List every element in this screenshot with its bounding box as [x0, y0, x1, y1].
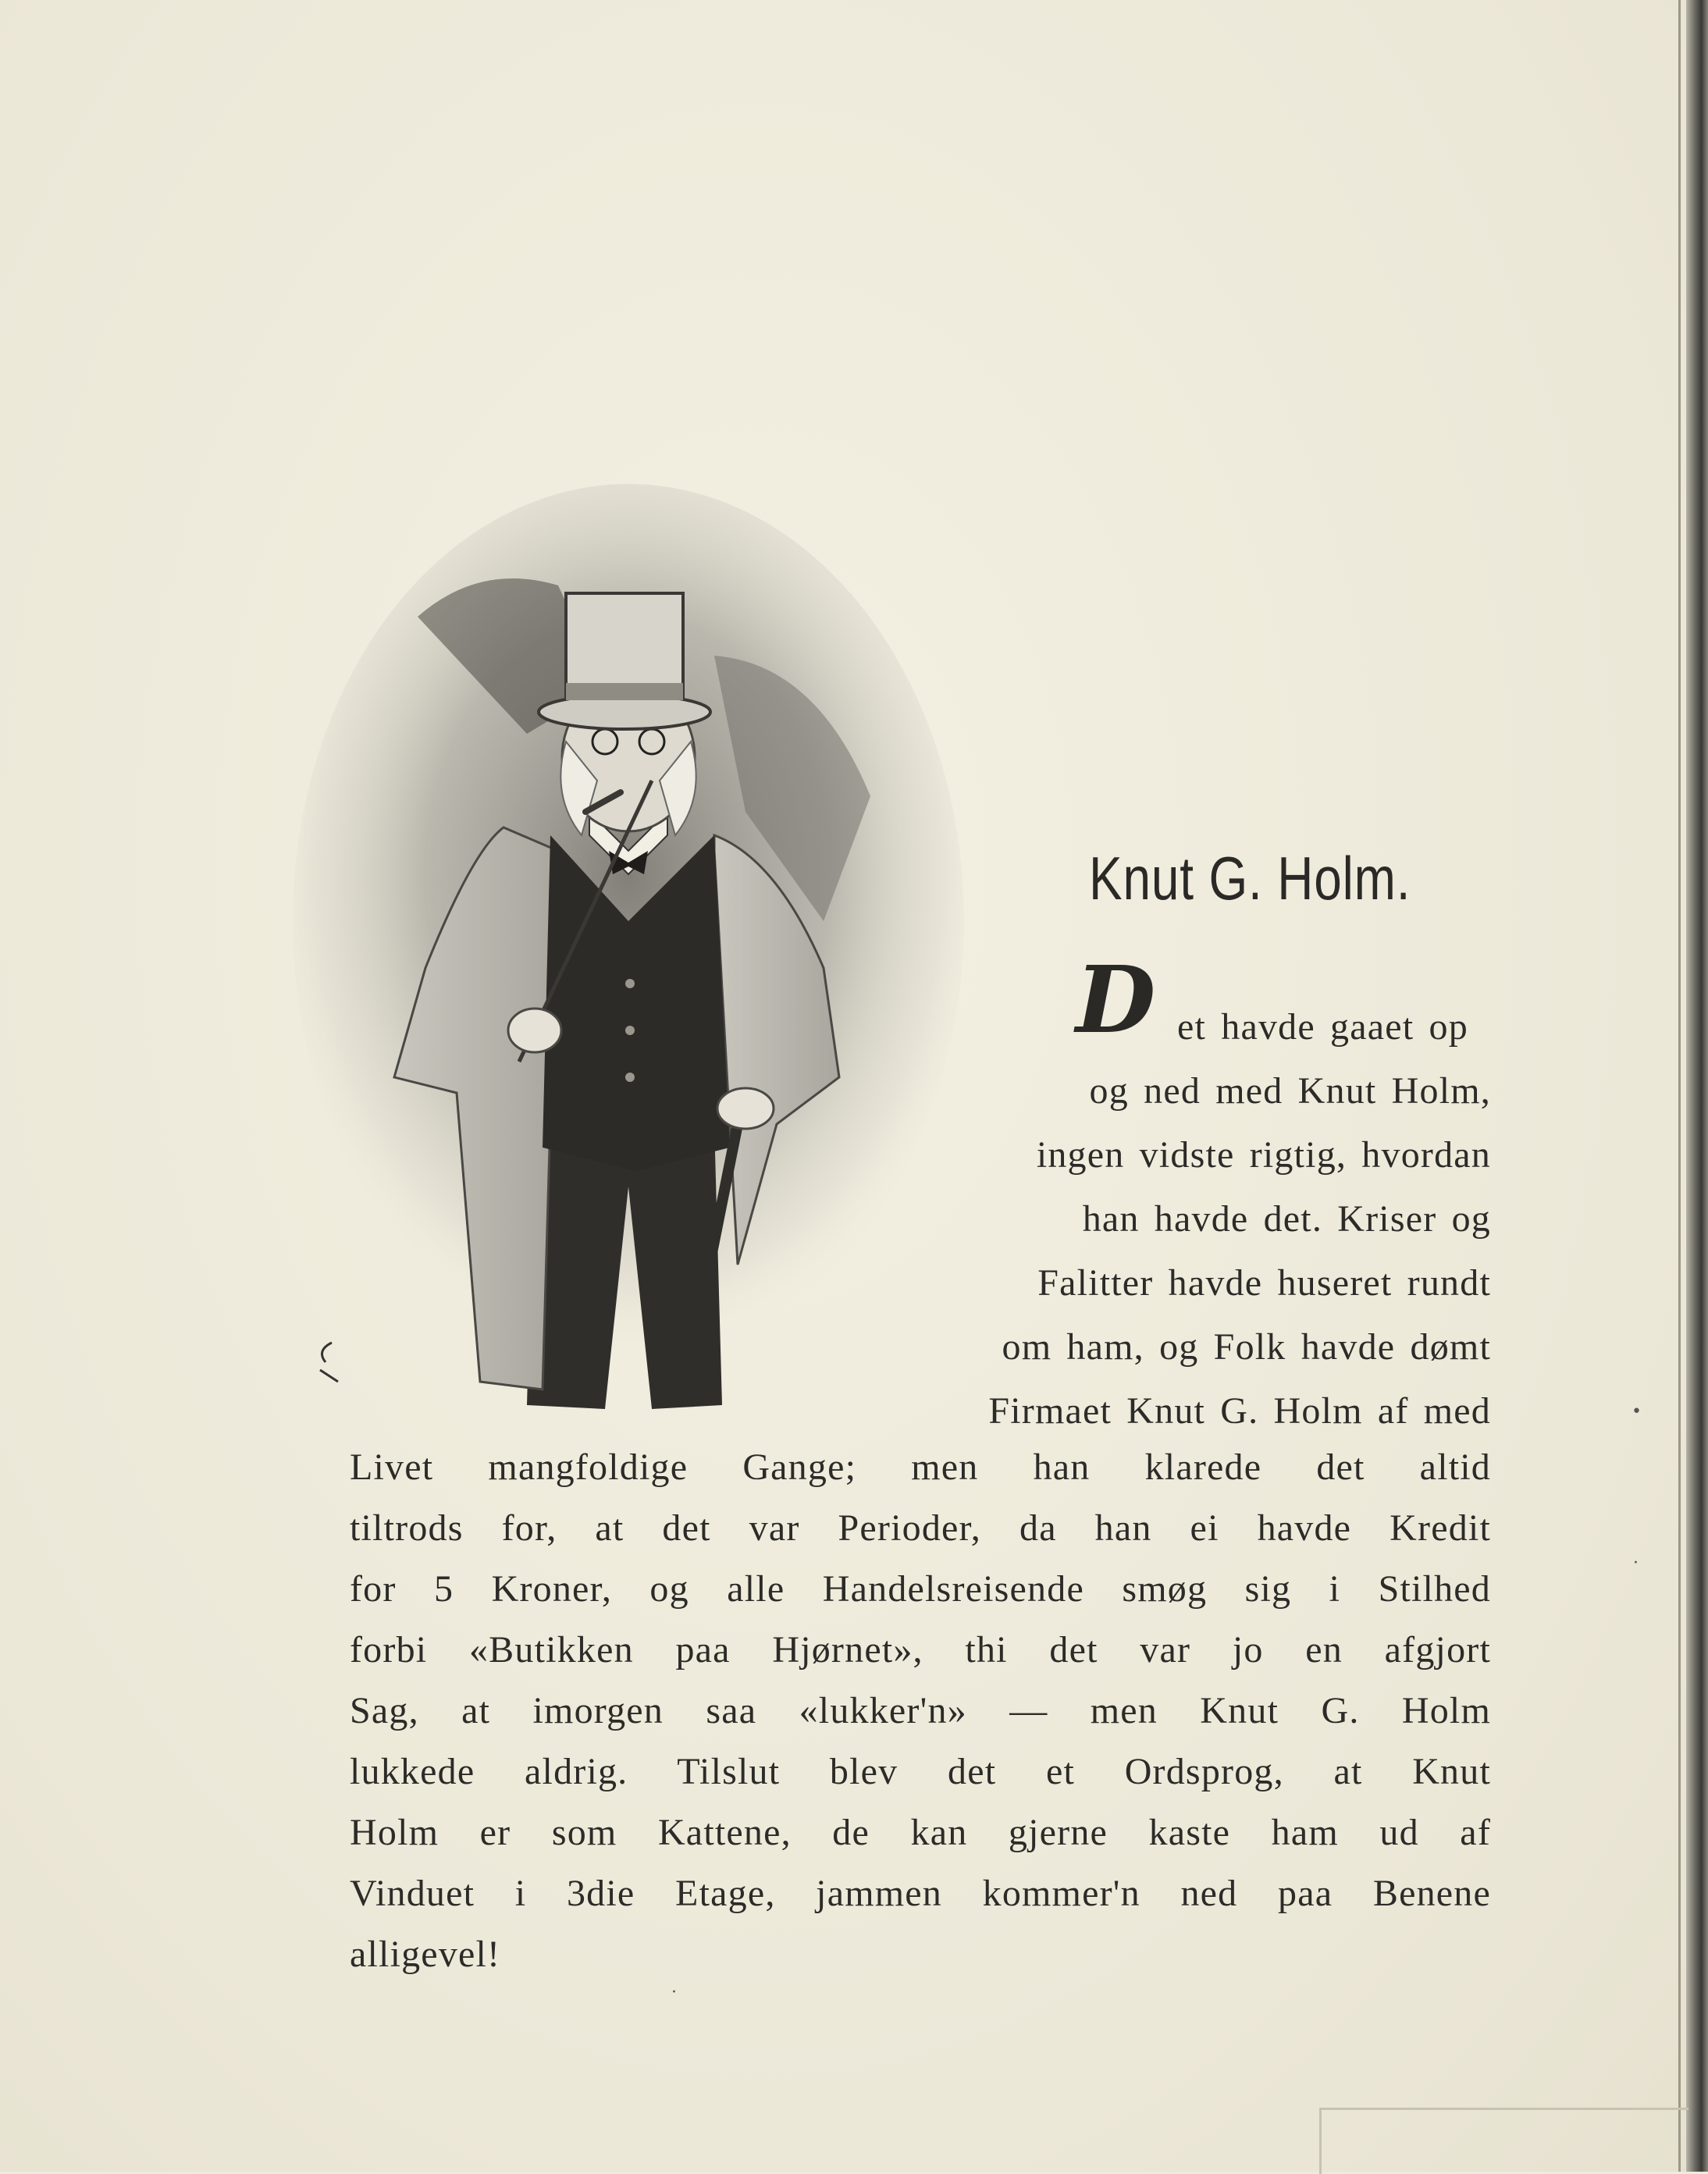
book-spine — [1686, 0, 1708, 2172]
text-line-4: han havde det. Kriser og — [1082, 1198, 1491, 1240]
text-line-11: forbi «Butikken paa Hjørnet», thi det var jo en afgjort — [350, 1629, 1491, 1671]
text-line-7: Firmaet Knut G. Holm af med — [988, 1390, 1491, 1432]
page-title: Knut G. Holm. — [1089, 844, 1411, 913]
portrait-illustration — [277, 484, 980, 1429]
text-line-10: for 5 Kroner, og alle Handelsreisende smøg sig i Stilhed — [350, 1568, 1491, 1610]
page-corner-mark — [1319, 2108, 1688, 2174]
text-line-9: tiltrods for, at det var Perioder, da han ei havde Kredit — [350, 1507, 1491, 1549]
text-line-12: Sag, at imorgen saa «lukker'n» — men Knut G. Holm — [350, 1690, 1491, 1731]
text-line-6: om ham, og Folk havde dømt — [1002, 1326, 1491, 1368]
text-line-1: et havde gaaet op — [1177, 1006, 1468, 1048]
hand — [717, 1088, 774, 1129]
text-line-16: alligevel! — [350, 1934, 501, 1975]
print-speck: · — [1633, 1553, 1639, 1573]
page-edge — [1678, 0, 1681, 2172]
text-line-15: Vinduet i 3die Etage, jammen kommer'n ned paa Benene — [350, 1873, 1491, 1914]
drop-cap: D — [1076, 945, 1156, 1054]
hand — [508, 1009, 561, 1052]
print-speck: · — [671, 1983, 677, 2002]
text-line-5: Falitter havde huseret rundt — [1037, 1262, 1491, 1304]
text-line-14: Holm er som Kattene, de kan gjerne kaste ham ud af — [350, 1812, 1491, 1853]
vest-button — [625, 1073, 635, 1082]
hat-band — [566, 683, 683, 700]
text-line-2: og ned med Knut Holm, — [1089, 1070, 1491, 1112]
vest-button — [625, 1026, 635, 1035]
print-speck: • — [1631, 1402, 1642, 1421]
artist-signature — [320, 1343, 338, 1382]
text-line-3: ingen vidste rigtig, hvordan — [1036, 1134, 1491, 1176]
text-line-8: Livet mangfoldige Gange; men han klarede det altid — [350, 1446, 1491, 1488]
vest-button — [625, 979, 635, 988]
text-line-13: lukkede aldrig. Tilslut blev det et Ordsprog, at Knut — [350, 1751, 1491, 1792]
